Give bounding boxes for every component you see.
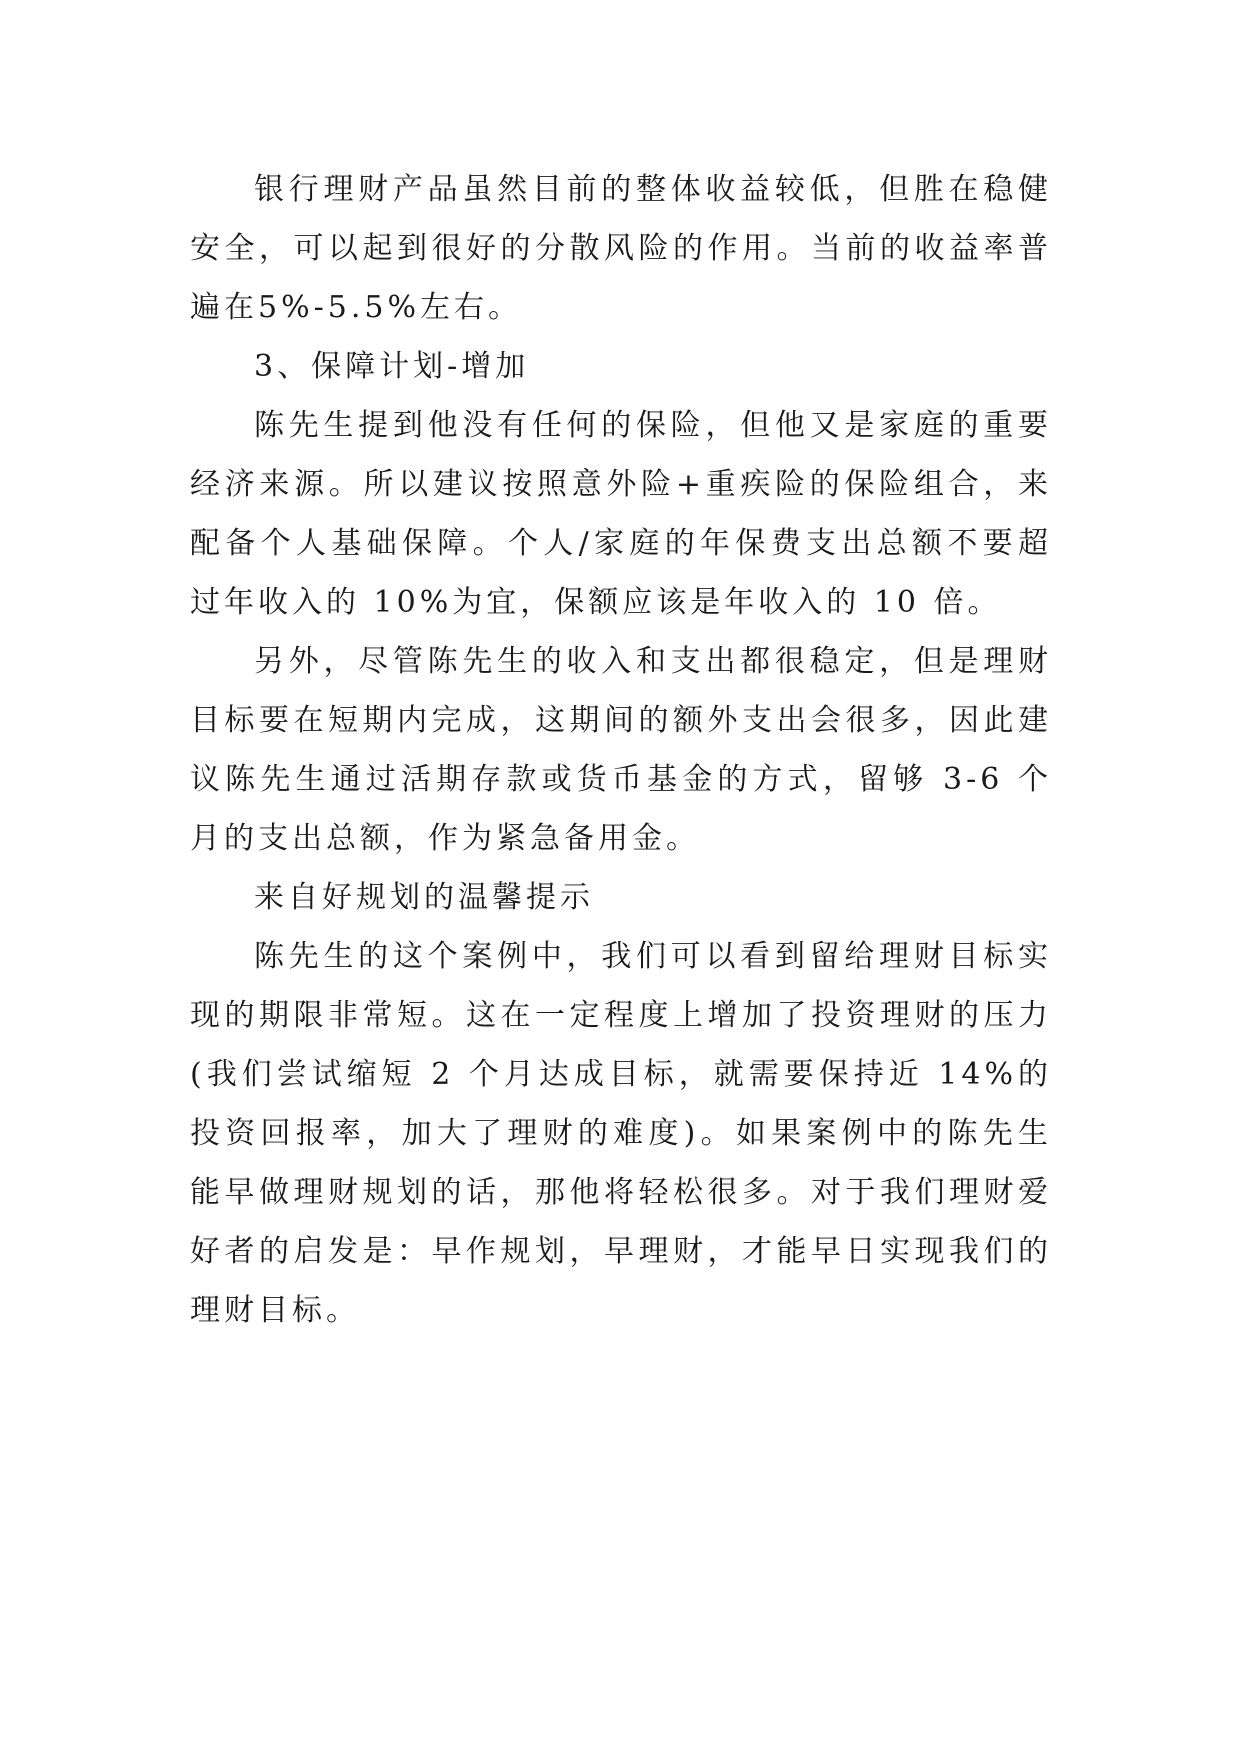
- section-heading-protection-plan: 3、保障计划-增加: [254, 349, 530, 384]
- paragraph-insurance: 陈先生提到他没有任何的保险，但他又是家庭的重要经济来源。所以建议按照意外险+重疾险的保险组合，来配备个人基础保障。个人/家庭的年保费支出总额不要超过年收入的 10%为宜，保额应该是年收入的 10 倍。: [190, 408, 1052, 620]
- paragraph-bank-products: 银行理财产品虽然目前的整体收益较低，但胜在稳健安全，可以起到很好的分散风险的作用。当前的收益率普遍在5%-5.5%左右。: [190, 172, 1052, 325]
- document-body: [190, 160, 1052, 1340]
- section-heading-tips: 来自好规划的温馨提示: [254, 880, 594, 915]
- paragraph-conclusion: 陈先生的这个案例中，我们可以看到留给理财目标实现的期限非常短。这在一定程度上增加了投资理财的压力(我们尝试缩短 2 个月达成目标，就需要保持近 14%的投资回报率，加大了理财的难度)。如果案例中的陈先生能早做理财规划的话，那他将轻松很多。对于我们理财爱好者的启发是：早作规划，早理财，才能早日实现我们的理财目标。: [190, 939, 1052, 1328]
- paragraph-emergency-fund: 另外，尽管陈先生的收入和支出都很稳定，但是理财目标要在短期内完成，这期间的额外支出会很多，因此建议陈先生通过活期存款或货币基金的方式，留够 3-6 个月的支出总额，作为紧急备用金。: [190, 644, 1052, 856]
